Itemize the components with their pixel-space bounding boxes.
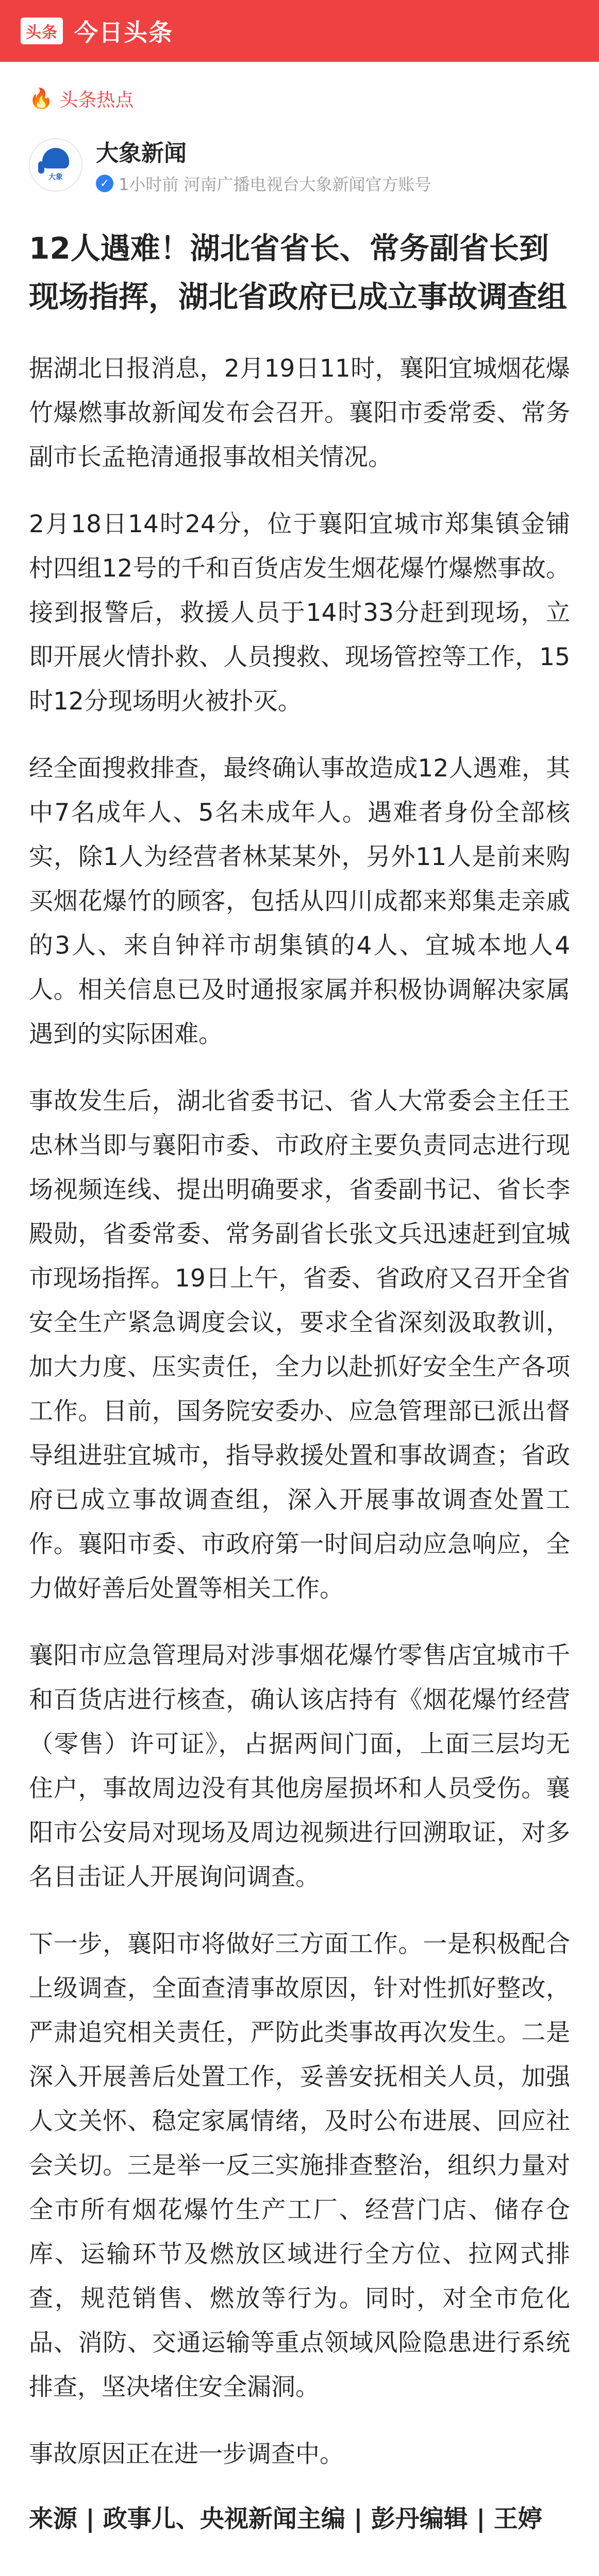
author-info xyxy=(96,134,431,195)
author-meta-text: 1小时前 河南广播电视台大象新闻官方账号 xyxy=(119,175,431,194)
article-paragraph: 据湖北日报消息，2月19日11时，襄阳宜城烟花爆竹爆燃事故新闻发布会召开。襄阳市委常委、常务副市长孟艳清通报事故相关情况。 xyxy=(29,354,570,471)
article-paragraph: 襄阳市应急管理局对涉事烟花爆竹零售店宜城市千和百货店进行核查，确认该店持有《烟花爆竹经营（零售）许可证》，占据两间门面，上面三层均无住户，事故周边没有其他房屋损坏和人员受伤。襄阳市公安局对现场及周边视频进行回溯取证，对多名目击证人开展询问调查。 xyxy=(29,1641,570,1891)
article-paragraph: 事故发生后，湖北省委书记、省人大常委会主任王忠林当即与襄阳市委、市政府主要负责同志进行现场视频连线、提出明确要求，省委副书记、省长李殿勋，省委常委、常务副省长张文兵迅速赶到宜城市现场指挥。19日上午，省委、省政府又召开全省安全生产紧急调度会议，要求全省深刻汲取教训，加大力度、压实责任，全力以赴抓好安全生产各项工作。目前，国务院安委办、应急管理部已派出督导组进驻宜城市，指导救援处置和事故调查；省政府已成立事故调查组，深入开展事故调查处置工作。襄阳市委、市政府第一时间启动应急响应，全力做好善后处置等相关工作。 xyxy=(29,1087,570,1603)
author-meta xyxy=(96,172,431,195)
verified-badge-icon: ✓ xyxy=(96,175,113,192)
hot-news-label: 头条热点 xyxy=(59,90,134,111)
source-credit: 来源 | 政事儿、央视新闻主编 | 彭丹编辑 | 王婷 xyxy=(29,2505,542,2533)
author-block[interactable] xyxy=(29,134,570,195)
app-header xyxy=(0,0,599,62)
elephant-logo-icon xyxy=(42,148,69,168)
avatar-label: 大象 xyxy=(48,173,63,181)
article-container xyxy=(0,86,599,2576)
article-paragraph: 事故原因正在进一步调查中。 xyxy=(29,2440,344,2468)
article-paragraph: 下一步，襄阳市将做好三方面工作。一是积极配合上级调查，全面查清事故原因，针对性抓好整改，严肃追究相关责任，严防此类事故再次发生。二是深入开展善后处置工作，妥善安抚相关人员，加强人文关怀、稳定家属情绪，及时公布进展、回应社会关切。三是举一反三实施排查整治，组织力量对全市所有烟花爆竹生产工厂、经营门店、储存仓库、运输环节及燃放区域进行全方位、拉网式排查，规范销售、燃放等行为。同时，对全市危化品、消防、交通运输等重点领域风险隐患进行系统排查，坚决堵住安全漏洞。 xyxy=(29,1930,570,2401)
author-name[interactable]: 大象新闻 xyxy=(96,140,187,166)
hot-news-tag[interactable] xyxy=(29,86,570,112)
app-name: 今日头条 xyxy=(74,19,173,46)
fire-icon: 🔥 xyxy=(29,87,54,110)
article-headline: 12人遇难！湖北省省长、常务副省长到现场指挥，湖北省政府已成立事故调查组 xyxy=(29,231,568,314)
article-paragraph: 经全面搜救排查，最终确认事故造成12人遇难，其中7名成年人、5名未成年人。遇难者身份全部核实，除1人为经营者林某某外，另外11人是前来购买烟花爆竹的顾客，包括从四川成都来郑集走亲戚的3人、来自钟祥市胡集镇的4人、宜城本地人4人。相关信息已及时通报家属并积极协调解决家属遇到的实际困难。 xyxy=(29,754,570,1048)
toutiao-logo[interactable]: 头条 xyxy=(21,18,63,44)
avatar[interactable] xyxy=(29,138,82,192)
article-paragraph: 2月18日14时24分，位于襄阳宜城市郑集镇金铺村四组12号的千和百货店发生烟花爆竹爆燃事故。接到报警后，救援人员于14时33分赶到现场，立即开展火情扑救、人员搜救、现场管控等工作，15时12分现场明火被扑灭。 xyxy=(29,510,570,716)
